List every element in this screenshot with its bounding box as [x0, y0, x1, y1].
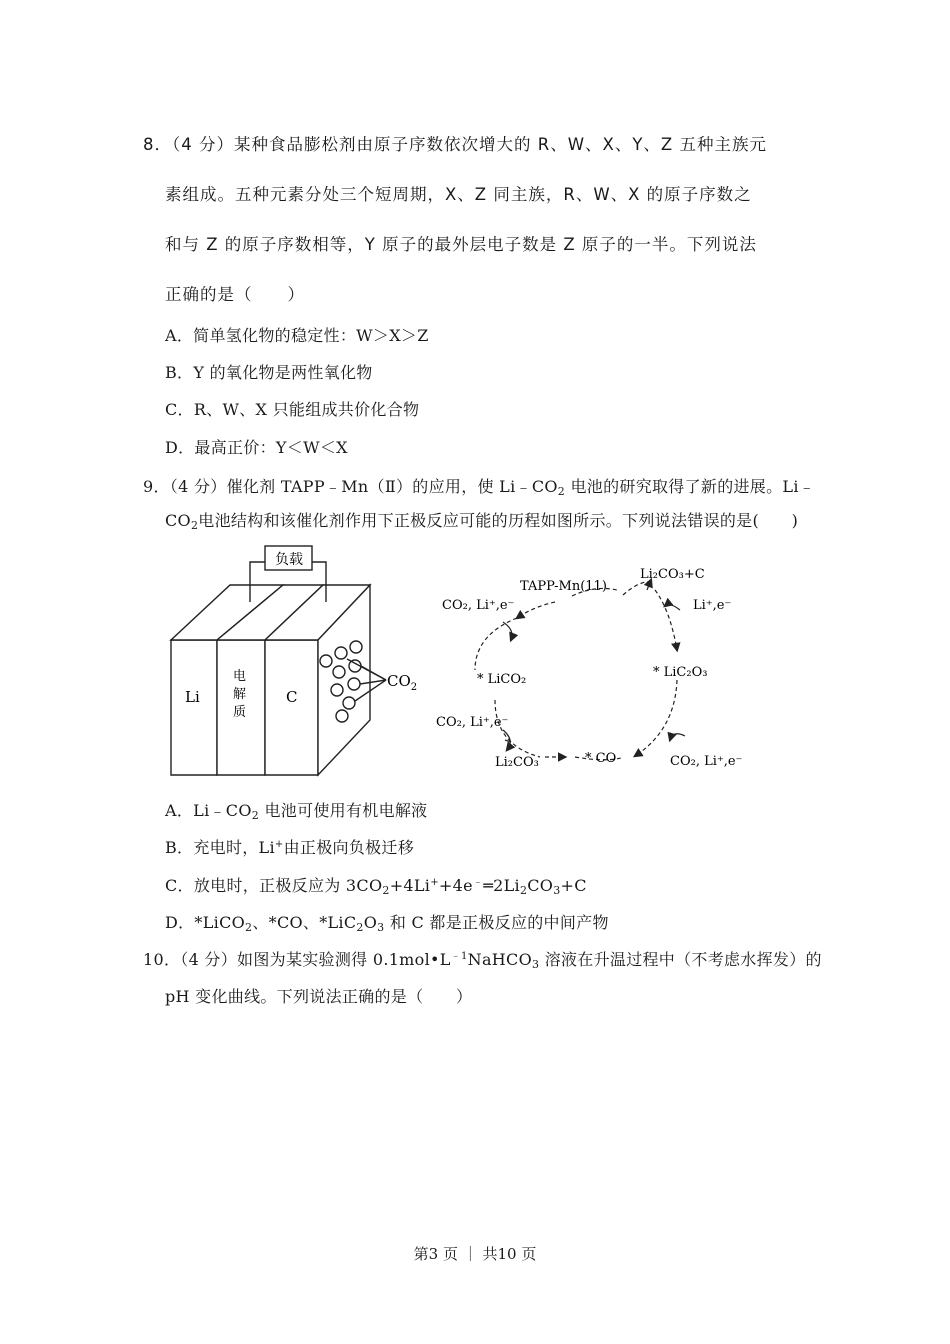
- input-top-right-label: Li⁺,e⁻: [693, 598, 732, 613]
- q10-line2: pH 变化曲线。下列说法正确的是（ ）: [165, 987, 473, 1006]
- intermediate-co-label: * CO: [585, 751, 617, 766]
- q8-stem-3: 和与 Z 的原子序数相等，Y 原子的最外层电子数是 Z 原子的一半。下列说法: [165, 235, 757, 254]
- q10-number: 10．: [143, 950, 181, 969]
- page-footer: 第3 页 ｜ 共10 页: [413, 1245, 537, 1263]
- battery-diagram: [171, 546, 386, 775]
- q10-line1: 10．（4 分）如图为某实验测得 $0.1mol•L^{﹣1}NaHCO_3$ 溶液在升温过程中（不考虑水挥发）的: [143, 950, 822, 971]
- q8-number: 8．: [143, 135, 172, 154]
- input-bottom-right-label: CO₂, Li⁺,e⁻: [670, 754, 743, 769]
- q9-text-2a: CO: [165, 511, 191, 530]
- intermediate-lic2o3-label: * LiC₂O₃: [653, 665, 708, 680]
- q9-text-1b: 电池的研究取得了新的进展。Li﹣: [565, 477, 816, 496]
- catalyst-label: TAPP-Mn(11): [520, 579, 607, 594]
- load-label: 负载: [275, 552, 303, 568]
- q8-option-c[interactable]: C．R、W、X 只能组成共价化合物: [165, 400, 420, 419]
- q8-option-b[interactable]: B．Y 的氧化物是两性氧化物: [165, 363, 373, 382]
- q10-score: （4 分）: [180, 950, 238, 969]
- q8-stem-2: 素组成。五种元素分处三个短周期，X、Z 同主族，R、W、X 的原子序数之: [165, 185, 752, 204]
- q9-option-b[interactable]: B．充电时，Li+由正极向负极迁移: [165, 838, 414, 857]
- q8-line1: [143, 131, 767, 155]
- q8-stem-1: 某种食品膨松剂由原子序数依次增大的 R、W、X、Y、Z 五种主族元: [234, 135, 767, 154]
- q9-sub: 2: [190, 519, 199, 532]
- input-top-left-label: CO₂, Li⁺,e⁻: [442, 598, 515, 613]
- q9-option-c[interactable]: C．放电时，正极反应为 $3CO_2+4Li^++4e^﹣═2Li_2CO_3+C$: [165, 876, 587, 897]
- electrolyte-label-2: 解: [233, 687, 247, 702]
- q9-option-a[interactable]: A．$Li﹣CO_2$ 电池可使用有机电解液: [165, 801, 428, 822]
- input-bottom-left-label: CO₂, Li⁺,e⁻: [436, 715, 509, 730]
- q9-sub: 2: [557, 485, 566, 498]
- co2-label: $CO_2$: [387, 672, 418, 693]
- q9-text-2b: 电池结构和该催化剂作用下正极反应可能的历程如图所示。下列说法错误的是( ): [198, 511, 799, 530]
- product-top-label: Li₂CO₃+C: [640, 567, 705, 582]
- li-label: Li: [185, 688, 200, 706]
- q8-stem-4: 正确的是（ ）: [165, 285, 305, 304]
- q9-score: （4 分）: [169, 477, 227, 496]
- q9-line2: [165, 508, 798, 532]
- q9-line1: [143, 474, 815, 498]
- q8-score: （4 分）: [172, 135, 234, 154]
- output-bottom-left-label: Li₂CO₃: [495, 755, 539, 770]
- c-label: C: [286, 688, 298, 706]
- q9-option-d[interactable]: D．*LiCO$_2$、*CO、$*LiC_2O_3$ 和 C 都是正极反应的中间产物: [165, 913, 609, 934]
- electrolyte-label-1: 电: [233, 669, 247, 684]
- q9-number: 9．: [143, 477, 170, 496]
- q8-option-a[interactable]: A．简单氢化物的稳定性：W＞X＞Z: [165, 326, 429, 345]
- q9-figure: [165, 540, 765, 780]
- electrolyte-label-3: 质: [233, 705, 247, 720]
- q8-option-d[interactable]: D．最高正价：Y＜W＜X: [165, 438, 348, 457]
- intermediate-lico2-label: * LiCO₂: [477, 672, 527, 687]
- q9-text-1a: 催化剂 TAPP﹣Mn（Ⅱ）的应用，使 Li﹣CO: [226, 477, 558, 496]
